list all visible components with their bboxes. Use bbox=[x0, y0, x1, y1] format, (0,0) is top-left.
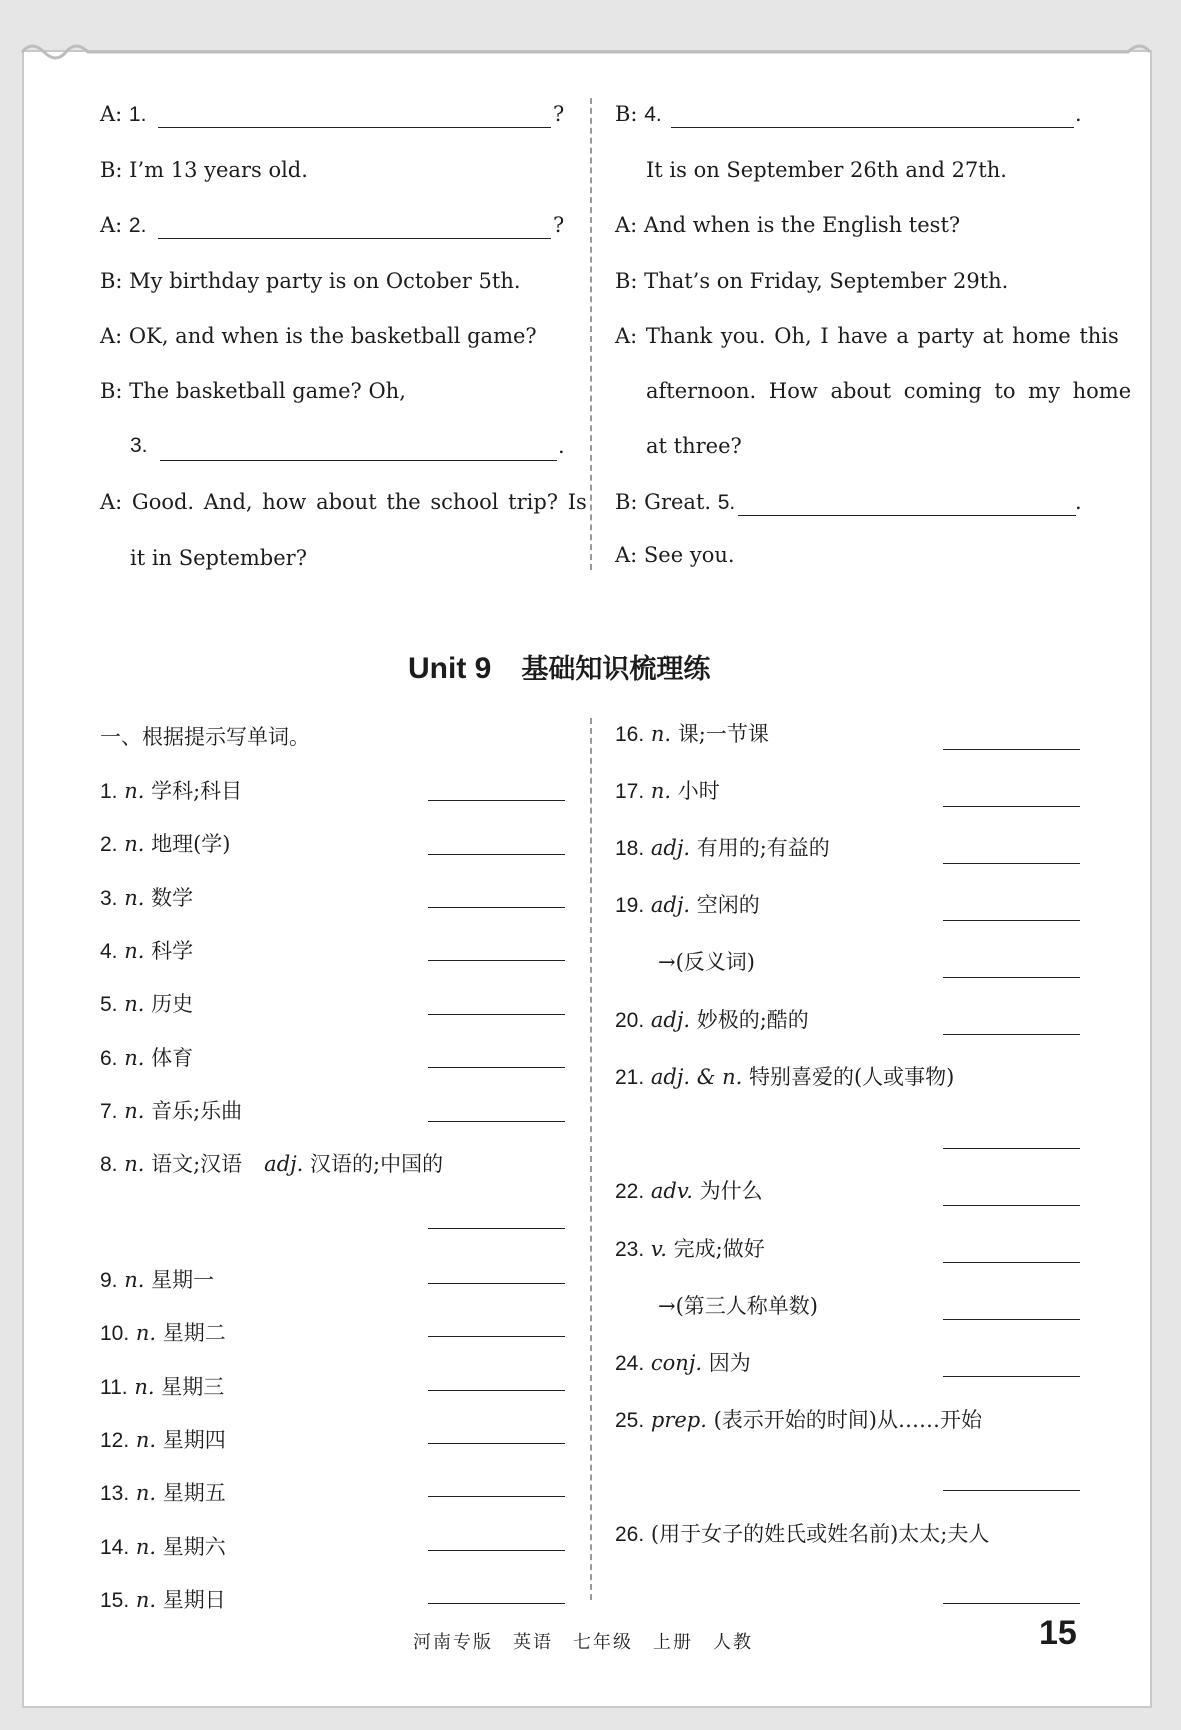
vocab-item bbox=[100, 988, 193, 1018]
dialogue-a7: A: See you. bbox=[615, 543, 735, 567]
part-of-speech: n. bbox=[135, 1428, 157, 1452]
period-mark: . bbox=[558, 434, 565, 458]
vocab-answer-blank[interactable] bbox=[943, 806, 1080, 807]
period-mark: . bbox=[1075, 102, 1082, 126]
vocab-item bbox=[615, 832, 830, 862]
vocab-number: 20. bbox=[615, 1009, 645, 1032]
vocab-number: 1. bbox=[100, 780, 118, 803]
vocab-item bbox=[100, 1095, 242, 1125]
vocab-number: 12. bbox=[100, 1429, 130, 1452]
vocab-answer-blank[interactable] bbox=[428, 800, 565, 801]
vocab-meaning: 空闲的 bbox=[696, 893, 760, 917]
vocab-item bbox=[100, 1148, 443, 1178]
vocab-item bbox=[100, 1477, 226, 1507]
vocab-item bbox=[100, 1371, 224, 1401]
vocab-answer-blank[interactable] bbox=[428, 1603, 565, 1604]
vocab-meaning: 星期六 bbox=[162, 1535, 226, 1559]
vocab-meaning: 有用的;有益的 bbox=[696, 836, 830, 860]
vocab-answer-blank[interactable] bbox=[943, 1034, 1080, 1035]
part-of-speech: v. bbox=[650, 1237, 667, 1261]
vocab-meaning: 星期四 bbox=[162, 1428, 226, 1452]
vocab-answer-blank[interactable] bbox=[943, 1319, 1080, 1320]
vocab-meaning: 音乐;乐曲 bbox=[151, 1099, 243, 1123]
vocab-meaning: (表示开始的时间)从……开始 bbox=[713, 1408, 982, 1432]
column-divider-top bbox=[590, 98, 592, 570]
vocab-meaning: 星期一 bbox=[151, 1268, 215, 1292]
part-of-speech: n. bbox=[135, 1588, 157, 1612]
vocab-item bbox=[615, 1061, 954, 1091]
vocab-meaning: 地理(学) bbox=[151, 832, 231, 856]
part-of-speech: n. bbox=[650, 779, 672, 803]
vocab-answer-blank[interactable] bbox=[943, 863, 1080, 864]
vocab-answer-blank[interactable] bbox=[428, 960, 565, 961]
vocab-meaning: 完成;做好 bbox=[673, 1237, 765, 1261]
part-of-speech: n. bbox=[134, 1375, 155, 1399]
vocab-item bbox=[615, 1404, 982, 1434]
vocab-answer-blank[interactable] bbox=[428, 1067, 565, 1068]
part-of-speech: n. bbox=[124, 886, 145, 910]
vocab-answer-blank[interactable] bbox=[943, 920, 1080, 921]
page-number: 15 bbox=[1039, 1614, 1077, 1652]
vocab-answer-blank[interactable] bbox=[428, 1014, 565, 1015]
vocab-item bbox=[615, 1347, 751, 1377]
vocab-item bbox=[100, 1531, 226, 1561]
part-of-speech: n. bbox=[124, 1152, 145, 1176]
vocab-item bbox=[100, 1317, 226, 1347]
vocab-number: 4. bbox=[100, 940, 118, 963]
vocab-item bbox=[100, 828, 230, 858]
speaker-label: B: Great. bbox=[615, 490, 718, 514]
vocab-number: 11. bbox=[100, 1376, 128, 1399]
vocab-meaning: 小时 bbox=[677, 779, 720, 803]
vocab-number: 26. bbox=[615, 1523, 645, 1546]
answer-blank-5[interactable] bbox=[738, 515, 1076, 516]
vocab-item bbox=[100, 775, 242, 805]
unit-label: Unit 9 bbox=[408, 652, 492, 685]
speaker-label: A: bbox=[100, 213, 129, 237]
vocab-number: 5. bbox=[100, 993, 118, 1016]
vocab-answer-blank[interactable] bbox=[428, 1228, 565, 1229]
vocab-meaning: 星期五 bbox=[162, 1481, 226, 1505]
column-divider-bottom bbox=[590, 718, 592, 1600]
speaker-label: A: bbox=[100, 102, 129, 126]
vocab-answer-blank[interactable] bbox=[943, 1603, 1080, 1604]
vocab-answer-blank[interactable] bbox=[428, 1283, 565, 1284]
dialogue-b6 bbox=[615, 490, 735, 515]
vocab-item bbox=[615, 1233, 765, 1263]
part-of-speech: conj. bbox=[650, 1351, 703, 1375]
vocab-number: 17. bbox=[615, 780, 645, 803]
vocab-answer-blank[interactable] bbox=[428, 907, 565, 908]
part-of-speech: n. bbox=[135, 1481, 157, 1505]
dialogue-b1: B: I’m 13 years old. bbox=[100, 158, 308, 182]
dialogue-a6-line1: A: Thank you. Oh, I have a party at home this bbox=[615, 324, 1119, 348]
speaker-label: B: bbox=[615, 102, 645, 126]
part-of-speech: n. bbox=[124, 992, 145, 1016]
vocab-item bbox=[615, 1175, 763, 1205]
vocab-number: 9. bbox=[100, 1269, 118, 1292]
part-of-speech: n. bbox=[650, 722, 672, 746]
vocab-number: 19. bbox=[615, 894, 645, 917]
part-of-speech: adv. bbox=[650, 1179, 693, 1203]
vocab-number: 6. bbox=[100, 1047, 118, 1070]
part-of-speech: n. bbox=[135, 1321, 157, 1345]
vocab-meaning: 学科;科目 bbox=[151, 779, 243, 803]
vocab-number: 14. bbox=[100, 1536, 130, 1559]
vocab-meaning: 星期三 bbox=[161, 1375, 225, 1399]
vocab-sub-prompt: →(第三人称单数) bbox=[658, 1294, 818, 1318]
vocab-meaning: 体育 bbox=[151, 1046, 194, 1070]
vocab-number: 3. bbox=[100, 887, 118, 910]
vocab-number: 24. bbox=[615, 1352, 645, 1375]
dialogue-a2 bbox=[100, 213, 146, 238]
vocab-answer-blank[interactable] bbox=[943, 749, 1080, 750]
vocab-answer-blank[interactable] bbox=[428, 854, 565, 855]
vocab-answer-blank[interactable] bbox=[943, 1376, 1080, 1377]
question-mark: ? bbox=[553, 102, 565, 126]
vocab-answer-blank[interactable] bbox=[943, 1490, 1080, 1491]
vocab-number: 8. bbox=[100, 1153, 118, 1176]
vocab-number: 2. bbox=[100, 833, 118, 856]
vocab-item bbox=[100, 935, 193, 965]
vocab-number: 23. bbox=[615, 1238, 645, 1261]
blank-number: 5. bbox=[717, 491, 736, 514]
vocab-answer-blank[interactable] bbox=[428, 1336, 565, 1337]
vocab-meaning: 数学 bbox=[151, 886, 194, 910]
dialogue-b2: B: My birthday party is on October 5th. bbox=[100, 269, 521, 293]
vocab-number: 13. bbox=[100, 1482, 130, 1505]
answer-blank-3[interactable] bbox=[160, 460, 557, 461]
answer-blank-2[interactable] bbox=[158, 238, 551, 239]
part-of-speech: adj. bbox=[264, 1152, 304, 1176]
vocab-item bbox=[615, 889, 760, 919]
period-mark: . bbox=[1075, 490, 1082, 514]
vocab-answer-blank[interactable] bbox=[943, 1262, 1080, 1263]
vocab-meaning: 语文;汉语 bbox=[151, 1152, 243, 1176]
part-of-speech: n. bbox=[124, 939, 145, 963]
part-of-speech: n. bbox=[124, 779, 145, 803]
dialogue-a6-line2: afternoon. How about coming to my home bbox=[646, 379, 1132, 403]
part-of-speech: n. bbox=[124, 832, 145, 856]
vocab-item bbox=[615, 718, 769, 748]
part-of-speech: n. bbox=[124, 1046, 145, 1070]
vocab-number: 10. bbox=[100, 1322, 130, 1345]
vocab-meaning: 课;一节课 bbox=[677, 722, 769, 746]
dialogue-b4 bbox=[615, 102, 662, 127]
vocab-meaning: 汉语的;中国的 bbox=[310, 1152, 444, 1176]
vocab-meaning: 为什么 bbox=[699, 1179, 763, 1203]
vocab-number: 16. bbox=[615, 723, 645, 746]
exercise-heading: 一、根据提示写单词。 bbox=[100, 725, 310, 749]
part-of-speech: n. bbox=[135, 1535, 157, 1559]
vocab-item bbox=[615, 1004, 809, 1034]
answer-blank-1[interactable] bbox=[158, 127, 551, 128]
dialogue-a1 bbox=[100, 102, 146, 127]
dialogue-a6-line3: at three? bbox=[646, 434, 742, 458]
vocab-answer-blank[interactable] bbox=[428, 1390, 565, 1391]
vocab-answer-blank[interactable] bbox=[428, 1550, 565, 1551]
dialogue-a4-line1: A: Good. And, how about the school trip? Is bbox=[100, 490, 587, 514]
blank-number: 3. bbox=[130, 434, 148, 457]
worksheet-page bbox=[22, 50, 1152, 1708]
vocab-meaning: 星期日 bbox=[162, 1588, 226, 1612]
footer-edition: 河南专版 英语 七年级 上册 人教 bbox=[413, 1632, 753, 1653]
vocab-meaning: 历史 bbox=[151, 992, 194, 1016]
vocab-answer-blank[interactable] bbox=[428, 1121, 565, 1122]
section-title-cn: 基础知识梳理练 bbox=[521, 654, 711, 685]
vocab-number: 18. bbox=[615, 837, 645, 860]
answer-blank-4[interactable] bbox=[671, 127, 1074, 128]
vocab-meaning: 特别喜爱的(人或事物) bbox=[748, 1065, 955, 1089]
blank-number: 4. bbox=[644, 103, 662, 126]
part-of-speech: adj. bbox=[650, 836, 691, 860]
vocab-item bbox=[100, 1424, 226, 1454]
vocab-item bbox=[615, 775, 720, 805]
vocab-item bbox=[100, 1042, 193, 1072]
part-of-speech: adj. bbox=[650, 893, 691, 917]
part-of-speech: n. bbox=[124, 1268, 145, 1292]
blank-number: 1. bbox=[128, 103, 147, 126]
vocab-meaning: 因为 bbox=[708, 1351, 751, 1375]
dialogue-b4-continued: It is on September 26th and 27th. bbox=[646, 158, 1007, 182]
dialogue-b3: B: The basketball game? Oh, bbox=[100, 379, 406, 403]
part-of-speech: adj. bbox=[650, 1008, 691, 1032]
blank-number: 2. bbox=[128, 214, 147, 237]
vocab-number: 15. bbox=[100, 1589, 130, 1612]
vocab-answer-blank[interactable] bbox=[428, 1496, 565, 1497]
vocab-meaning: 科学 bbox=[151, 939, 194, 963]
section-title bbox=[408, 647, 710, 686]
vocab-answer-blank[interactable] bbox=[943, 1148, 1080, 1149]
vocab-number: 7. bbox=[100, 1100, 118, 1123]
vocab-item bbox=[100, 1584, 226, 1614]
part-of-speech: n. bbox=[124, 1099, 145, 1123]
dialogue-a3: A: OK, and when is the basketball game? bbox=[100, 324, 537, 348]
part-of-speech: adj. & n. bbox=[650, 1065, 743, 1089]
vocab-item bbox=[658, 1290, 818, 1320]
vocab-meaning: 星期二 bbox=[162, 1321, 226, 1345]
vocab-item bbox=[100, 882, 193, 912]
vocab-meaning: 妙极的;酷的 bbox=[696, 1008, 809, 1032]
vocab-number: 22. bbox=[615, 1180, 645, 1203]
dialogue-b5: B: That’s on Friday, September 29th. bbox=[615, 269, 1009, 293]
vocab-sub-prompt: →(反义词) bbox=[658, 950, 755, 974]
vocab-item bbox=[615, 1518, 989, 1548]
vocab-answer-blank[interactable] bbox=[943, 1205, 1080, 1206]
vocab-item bbox=[100, 1264, 214, 1294]
question-mark: ? bbox=[553, 213, 565, 237]
vocab-answer-blank[interactable] bbox=[428, 1443, 565, 1444]
dialogue-a4-line2: it in September? bbox=[130, 546, 307, 570]
part-of-speech: prep. bbox=[650, 1408, 707, 1432]
vocab-answer-blank[interactable] bbox=[943, 977, 1080, 978]
vocab-item bbox=[658, 946, 755, 976]
vocab-meaning: (用于女子的姓氏或姓名前)太太;夫人 bbox=[650, 1522, 990, 1546]
vocab-number: 25. bbox=[615, 1409, 645, 1432]
vocab-number: 21. bbox=[615, 1066, 645, 1089]
dialogue-a5: A: And when is the English test? bbox=[615, 213, 961, 237]
